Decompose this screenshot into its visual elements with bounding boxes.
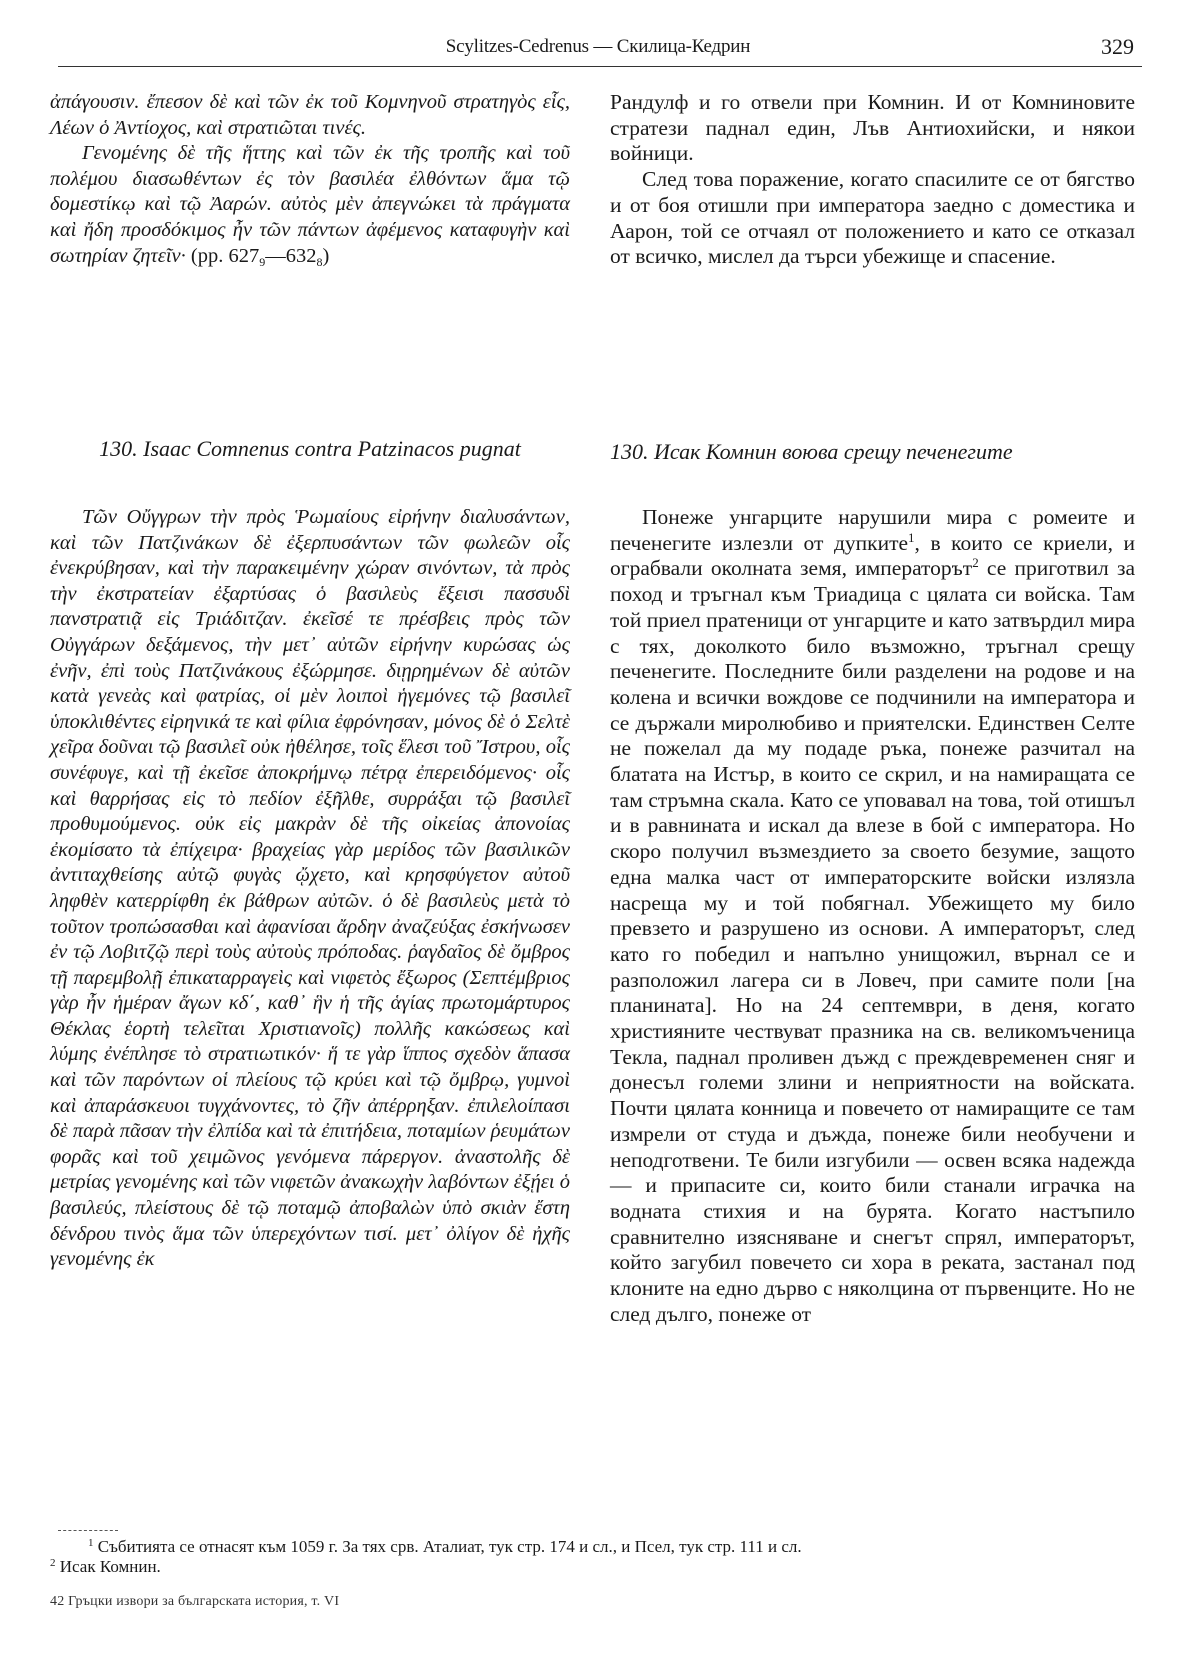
page-number: 329 bbox=[1101, 34, 1134, 59]
greek-paragraph: Τῶν Οὔγγρων τὴν πρὸς Ῥωμαίους εἰρήνην διαλυσάντων, καὶ τῶν Πατζινάκων δὲ ἐξερπυσάντων τῶν φωλεῶν οἷς ἐνεκρύβησαν, καὶ τὴν παρακειμένην χώραν σινόντων, τὰ πρὸς τὴν ἐκστρατείαν ἐξαρτύσας ὁ βασιλεὺς ἔξεισι πασσυδὶ πανστρατιᾷ εἰς Τριάδιτζαν. ἐκεῖσέ τε πρέσβεις πρὸς τῶν Οὐγγάρων δεξάμενος, τὴν μετ᾽ αὐτῶν εἰρήνην κυρώσας ὡς ἐνῆν, ἐπὶ τοὺς Πατζινάκους ἐξώρμησε. διῃρημένων δὲ αὐτῶν κατὰ γενεὰς καὶ φατρίας, οἱ μὲν λοιποὶ ἡγεμόνες τῷ βασιλεῖ ὑποκλιθέντες εἰρηνικά τε καὶ φίλια ἐφρόνησαν, μόνος δὲ ὁ Σελτὲ χεῖρα δοῦναι τῷ βασιλεῖ οὐκ ἠθέλησε, τοῖς ἕλεσι τοῦ Ἴστρου, οἷς συνέφυγε, καὶ τῇ ἐκεῖσε ἀποκρήμνῳ πέτρᾳ ἐπερειδόμενος· οἷς καὶ θαρρήσας εἰς τὸ πεδίον ἐξῆλθε, συρράξαι τῷ βασιλεῖ προθυμούμενος. οὐκ εἰς μακρὰν δὲ τῆς οἰκείας ἀπονοίας ἐκομίσατο τὰ ἐπίχειρα· βραχείας γὰρ μερίδος τῶν βασιλικῶν ἀντιταχθείσης αὐτῷ φυγὰς ᾤχετο, καὶ κρησφύγετον αὐτοῦ ληφθὲν κατερρίφθη ἐκ βάθρων αὐτῶν. ὁ δὲ βασιλεὺς μετὰ τὸ τοῦτον τροπώσασθαι καὶ ἀφανίσαι ἄρδην ἀναζεύξας ἐσκήνωσεν ἐν τῷ Λοβιτζῷ περὶ τοὺς αὐτοὺς πρόποδας. ῥαγδαῖος δὲ ὄμβρος τῇ παρεμβολῇ ἐπικαταρραγεὶς καὶ νιφετὸς ἔξωρος (Σεπτέμβριος γὰρ ἦν ἡμέραν ἄγων κδ΄, καθ᾽ ἣν ἡ τῆς ἁγίας πρωτομάρτυρος Θέκλας ἑορτὴ τελεῖται Χριστιανοῖς) πολλῆς κακώσεως καὶ λύμης ἐνέπλησε τὸ στρατιωτικόν· ἥ τε γὰρ ἵππος σχεδὸν ἅπασα καὶ τῶν παρόντων οἱ πλείους τῷ κρύει καὶ τῷ ὄμβρῳ, γυμνοὶ καὶ ἀπαράσκευοι τυγχάνοντες, τὸ ζῆν ἀπέρρηξαν. ἐπιλελοίπασι δὲ παρὰ πᾶσαν τὴν ἐλπίδα καὶ τὰ ἐπιτήδεια, ποταμίων ῥευμάτων φορᾶς καὶ τοῦ χειμῶνος γενόμενα πάρεργον. ἀναστολῆς δὲ μετρίας γενομένης καὶ τῶν νιφετῶν ἀνακωχὴν λαβόντων ἐξῄει ὁ βασιλεύς, πλείστους δὲ τῷ ποταμῷ ἀποβαλὼν ὑπὸ σκιὰν ἔστη δένδρου τινὸς ἅμα τῶν ὑπερεχόντων τισί. μετ᾽ ὀλίγον δὲ ἠχῆς γενομένης ἐκ bbox=[50, 506, 570, 1271]
bulgarian-column-main bbox=[610, 505, 1135, 1328]
signature-line: 42 Гръцки извори за българската история, т. VI bbox=[50, 1594, 340, 1609]
footnote-ref[interactable]: 2 bbox=[972, 555, 979, 571]
bulgarian-paragraph: След това поражение, когато спасилите се от бягство и от боя отишли при императора заедно с доместика и Аарон, той се отчаял от положението и като се отказал от всичко, мислел да търси убежище и спасение. bbox=[610, 167, 1135, 269]
footnote-1 bbox=[50, 1537, 1140, 1557]
footnote-text: Исак Комнин. bbox=[59, 1557, 161, 1576]
ref-subscript: 9 bbox=[259, 254, 266, 269]
page-reference bbox=[191, 245, 329, 267]
greek-text: Γενομένης δὲ τῆς ἥττης καὶ τῶν ἐκ τῆς τροπῆς καὶ τοῦ πολέμου διασωθέντων ἐς τὸν βασιλέα ἐλθόντων ἅμα τῷ δομεστίκῳ καὶ τῷ Ἀαρών. αὐτὸς μὲν ἀπεγνώκει τὰ πράγματα καὶ ἤδη προσδόκιμος ἦν τῶν πάντων ἀφέμενος καταφυγὴν καὶ σωτηρίαν ζητεῖν· bbox=[50, 142, 570, 267]
footnote-mark: 2 bbox=[50, 1557, 56, 1569]
ref-suffix: ) bbox=[322, 244, 330, 267]
header-rule bbox=[58, 66, 1142, 67]
bulgarian-text: се приготвил за поход и тръгнал към Триадица с цялата си войска. Там той приел пратеници от унгарците и като затвърдил мира с тях, доколкото било възможно, тръгнал срещу печенегите. Последните били разделени на родове и на колена и всички вождове се подчинили на императора и се държали миролюбиво и приятелски. Единствен Селте не пожелал да му подаде ръка, понеже разчитал на блатата на Истър, в които се скрил, и на намиращата се там стръмна скала. Като се уповавал на това, той отишъл и в равнината и искал да влезе в бой с императора. Но скоро получил възмездието за своето безумие, защото една малка част от императорските войски излязла насреща му и той побягнал. Убежището му било превзето и разрушено из основи. А императорът, след като го победил и напълно унищожил, върнал се и разположил лагера си в Ловеч, при самите поли [на планината]. Но на 24 септември, в деня, когато християните чествуват празника на св. великомъченица Текла, паднал проливен дъжд с преждевременен сняг и донесъл големи злини и неприятности на войската. Почти цялата конница и повечето от намиращите се там измрели от студа и дъжда, понеже били необучени и неподготвени. Те били изгубили — освен всяка надежда — и припасите си, които били станали играчка на водната стихия и на бурята. Когато настъпило сравнително изясняване и снегът спрял, императорът, който загубил повечето си хора в реката, застанал под клоните на едно дърво с няколцина от първенците. Но не след дълго, понеже от bbox=[610, 556, 1135, 1326]
section-heading-bulgarian: 130. Исак Комнин воюва срещу печенегите bbox=[610, 439, 1013, 464]
footnotes bbox=[50, 1537, 1140, 1577]
greek-paragraph: ἀπάγουσιν. ἔπεσον δὲ καὶ τῶν ἐκ τοῦ Κομνηνοῦ στρατηγὸς εἷς, Λέων ὁ Ἀντίοχος, καὶ στρατιῶται τινές. bbox=[50, 91, 570, 139]
running-title: Scylitzes-Cedrenus — Скилица-Кедрин bbox=[445, 36, 751, 57]
greek-paragraph bbox=[50, 141, 570, 275]
footnote-text: Събитията се отнасят към 1059 г. За тях срв. Аталиат, тук стр. 174 и сл., и Псел, тук стр. 111 и сл. bbox=[97, 1537, 802, 1556]
section-heading-latin: 130. Isaac Comnenus contra Patzinacos pugnat bbox=[99, 436, 521, 461]
footnote-rule bbox=[58, 1530, 118, 1531]
greek-column-top bbox=[50, 90, 570, 275]
ref-subscript: 8 bbox=[316, 254, 323, 269]
ref-mid: —632 bbox=[265, 244, 317, 267]
running-header bbox=[58, 30, 1138, 66]
bulgarian-column-top bbox=[610, 90, 1135, 270]
bulgarian-paragraph bbox=[610, 505, 1135, 1328]
ref-prefix: (pp. 627 bbox=[190, 244, 260, 267]
footnote-2 bbox=[50, 1557, 1140, 1577]
bulgarian-text: , в които се криели, и ограбвали околната земя, императорът bbox=[610, 530, 1135, 581]
bulgarian-paragraph: Рандулф и го отвели при Комнин. И от Комниновите стратези паднал един, Лъв Антиохийски, и някои войници. bbox=[610, 90, 1135, 166]
bulgarian-text: Понеже унгарците нарушили мира с ромеите и печенегите излезли от дупките bbox=[610, 505, 1135, 555]
footnote-ref[interactable]: 1 bbox=[908, 529, 915, 545]
footnote-mark: 1 bbox=[88, 1537, 94, 1549]
greek-column-main bbox=[50, 505, 570, 1273]
